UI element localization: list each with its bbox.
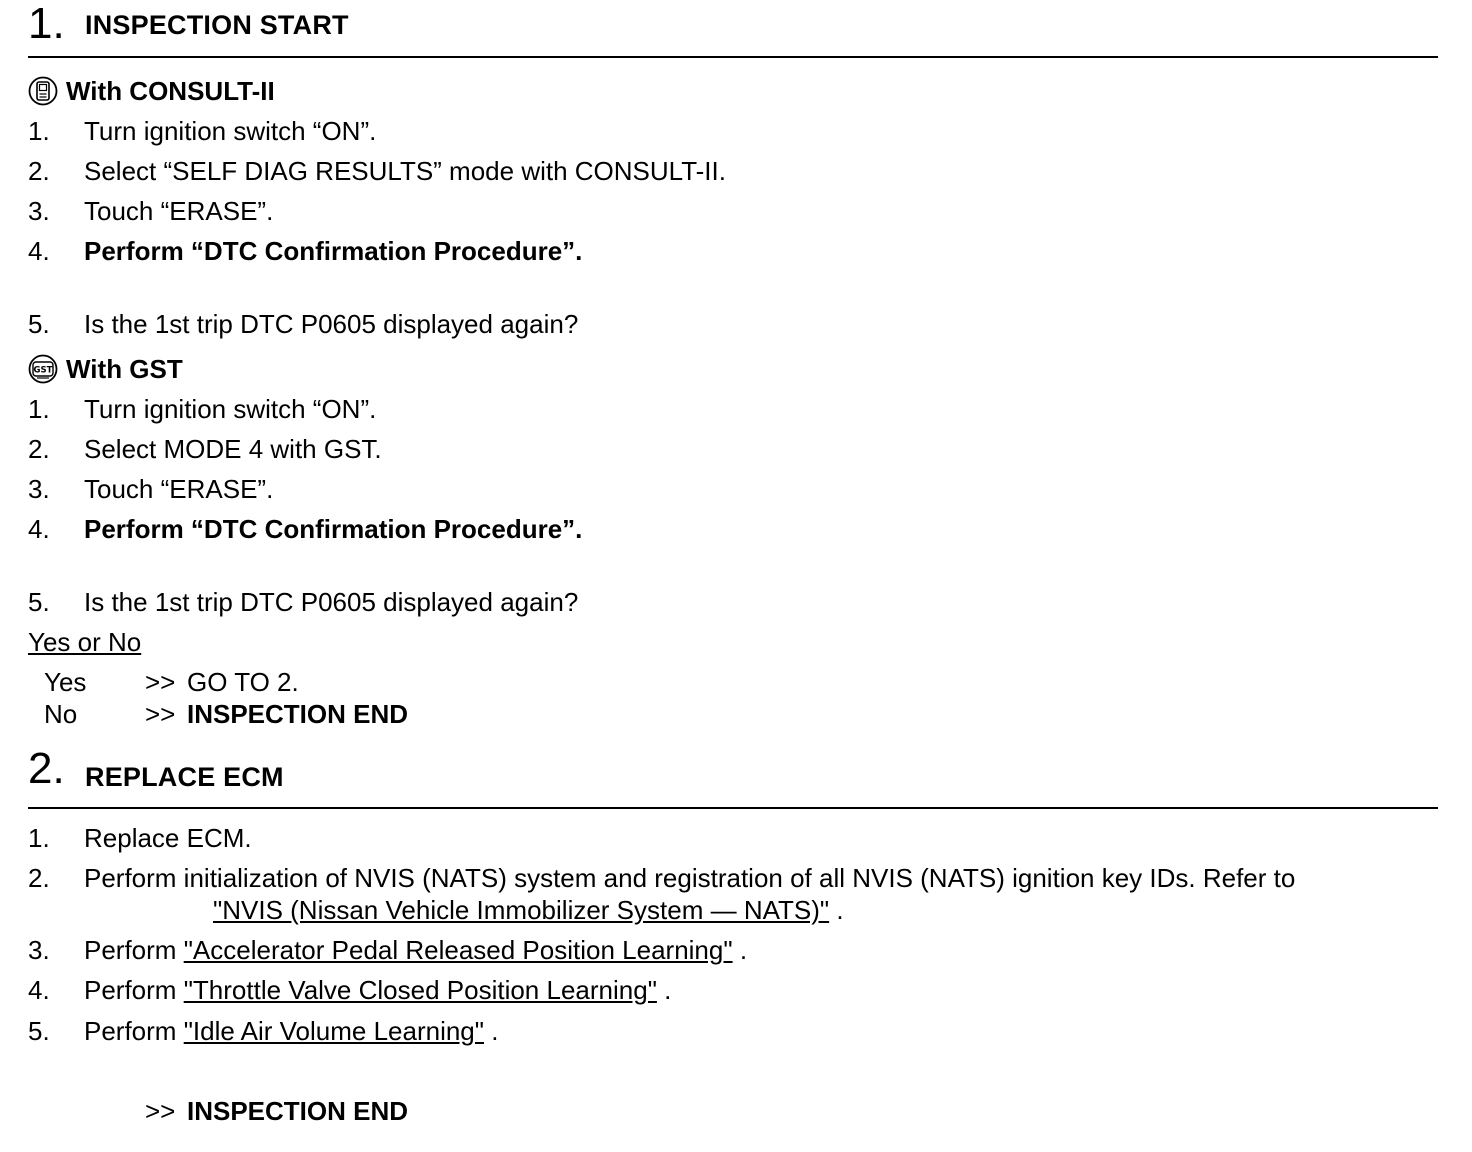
step-2-title: REPLACE ECM xyxy=(85,762,284,792)
list-number: 5. xyxy=(28,309,50,339)
list-text: Turn ignition switch “ON”. xyxy=(84,116,377,146)
list-text-suffix: . xyxy=(732,935,748,965)
list-text: Turn ignition switch “ON”. xyxy=(84,394,377,424)
list-text: Perform xyxy=(84,935,184,965)
list-text: Perform initialization of NVIS (NATS) system and registration of all NVIS (NATS) ignition key IDs. Refer to xyxy=(84,863,1296,893)
list-text: Touch “ERASE”. xyxy=(84,196,274,226)
yes-no-question: Yes or No xyxy=(28,627,142,657)
list-text: Is the 1st trip DTC P0605 displayed again? xyxy=(84,309,579,339)
step-2-number: 2. xyxy=(28,744,65,793)
answer-prefix: >> xyxy=(145,1096,176,1126)
gst-heading xyxy=(28,354,183,386)
list-text: Select “SELF DIAG RESULTS” mode with CONSULT-II. xyxy=(84,156,726,186)
list-number: 4. xyxy=(28,514,50,544)
list-number: 3. xyxy=(28,935,50,965)
svg-text:GST: GST xyxy=(33,365,53,376)
dtc-procedure-link[interactable]: Perform “DTC Confirmation Procedure”. xyxy=(84,236,583,266)
list-number: 1. xyxy=(28,116,50,146)
consult-heading-label: With CONSULT-II xyxy=(66,76,275,106)
list-number: 2. xyxy=(28,156,50,186)
throttle-valve-learning-link[interactable]: "Throttle Valve Closed Position Learning" xyxy=(183,975,657,1005)
list-number: 1. xyxy=(28,394,50,424)
nvis-nats-link[interactable]: "NVIS (Nissan Vehicle Immobilizer System — NATS)" xyxy=(213,895,830,925)
accelerator-pedal-learning-link[interactable]: "Accelerator Pedal Released Position Learning" xyxy=(183,935,733,965)
list-number: 5. xyxy=(28,1016,50,1046)
consult-ii-icon xyxy=(28,76,58,106)
consult-heading xyxy=(28,76,275,108)
list-text-suffix: . xyxy=(484,1016,499,1046)
list-number: 3. xyxy=(28,474,50,504)
list-text-suffix: . xyxy=(656,975,672,1005)
gst-icon xyxy=(28,354,58,384)
dtc-procedure-link[interactable]: Perform “DTC Confirmation Procedure”. xyxy=(84,514,583,544)
list-text: Perform xyxy=(84,975,184,1005)
list-text: Touch “ERASE”. xyxy=(84,474,274,504)
go-to-step-2-link[interactable]: GO TO 2. xyxy=(187,667,299,697)
list-number: 4. xyxy=(28,975,50,1005)
list-text: Replace ECM. xyxy=(84,823,252,853)
list-number: 4. xyxy=(28,236,50,266)
idle-air-volume-learning-link[interactable]: "Idle Air Volume Learning" xyxy=(183,1016,484,1046)
answer-no-label: No xyxy=(44,699,78,729)
list-item-continued xyxy=(213,895,844,925)
list-number: 1. xyxy=(28,823,50,853)
list-text: Is the 1st trip DTC P0605 displayed again? xyxy=(84,587,579,617)
answer-prefix: >> xyxy=(145,667,176,697)
inspection-end-text: INSPECTION END xyxy=(187,699,409,729)
inspection-end-text: INSPECTION END xyxy=(187,1096,409,1126)
answer-prefix: >> xyxy=(145,699,176,729)
list-number: 5. xyxy=(28,587,50,617)
list-number: 2. xyxy=(28,434,50,464)
step-1-title: INSPECTION START xyxy=(85,10,349,40)
list-text: Select MODE 4 with GST. xyxy=(84,434,382,464)
step-2-header xyxy=(28,744,1438,809)
gst-heading-label: With GST xyxy=(66,354,183,384)
list-text: Perform xyxy=(84,1016,184,1046)
list-text-suffix: . xyxy=(829,895,844,925)
step-1-number: 1. xyxy=(28,0,65,48)
answer-yes-label: Yes xyxy=(44,667,87,697)
list-number: 2. xyxy=(28,863,50,893)
step-1-header xyxy=(28,0,1438,58)
list-number: 3. xyxy=(28,196,50,226)
